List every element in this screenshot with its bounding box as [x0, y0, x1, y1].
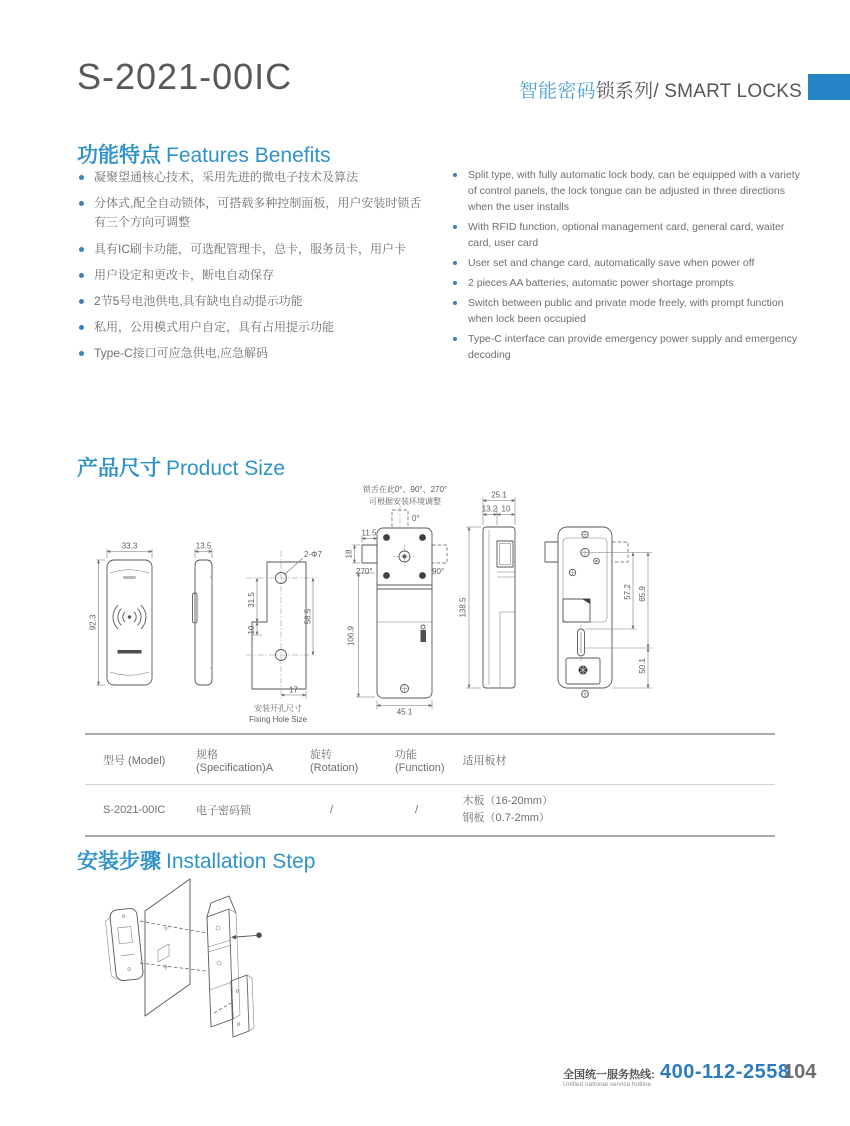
feature-item-en: Type-C interface can provide emergency power supply and emergency decoding [451, 332, 803, 364]
cell-function: / [377, 785, 445, 837]
bolt-annotation-line1: 锁舌在此0°、90°、270° [362, 485, 448, 494]
cell-spec: 电子密码锁 [178, 785, 292, 837]
lock-latch [563, 599, 590, 622]
hotline-label-en: Unified national service hotline [563, 1081, 652, 1088]
col-material: 适用板材 [445, 734, 775, 785]
alignment-line-top [140, 921, 206, 933]
dim-reader-depth: 13.5 [195, 541, 212, 551]
lock-side-view [459, 491, 516, 689]
installation-heading-en: Installation Step [166, 850, 316, 873]
features-heading-en: Features Benefits [166, 144, 331, 167]
dim-lock-height: 106.9 [346, 625, 356, 647]
col-rotation: 旋转 (Rotation) [292, 734, 377, 785]
feature-item-cn: Type-C接口可应急供电,应急解码 [77, 344, 425, 363]
spec-table [85, 733, 775, 837]
features-list-cn [77, 168, 425, 371]
bolt-annotation-line2: 可根据安装环境调整 [369, 497, 441, 506]
lock-keyhole [421, 630, 427, 642]
alignment-line-bottom [140, 963, 206, 971]
feature-item-en: User set and change card, automatically save when power off [451, 256, 803, 272]
feature-item-en: Switch between public and private mode freely, with prompt function when lock been occupied [451, 296, 803, 328]
dim-hole-bottom-width: 17 [289, 685, 298, 695]
dim-tab-width: 11.5 [361, 528, 377, 538]
lock-back-view [545, 527, 652, 697]
dim-lock-depth-a: 13.2 [481, 504, 498, 514]
dim-back-b: 65.9 [638, 586, 647, 602]
spec-table-header-row [85, 734, 775, 785]
fixing-hole-caption-cn: 安装开孔尺寸 [254, 704, 302, 713]
series-title-highlight: 智能密码 [518, 81, 596, 102]
page-title-model: S-2021-00IC [77, 56, 293, 97]
feature-item-cn: 2节5号电池供电,具有缺电自动提示功能 [77, 292, 425, 311]
reader-side-view [193, 542, 213, 686]
installation-heading-cn: 安装步骤 [77, 850, 161, 873]
reader-panel-exploded [104, 908, 143, 982]
col-function: 功能 (Function) [377, 734, 445, 785]
battery-cover-exploded [214, 975, 254, 1037]
dim-tab-height: 18 [344, 549, 354, 559]
dim-hole-span: 58.5 [303, 608, 313, 625]
features-heading-cn: 功能特点 [77, 144, 161, 167]
rfid-signal-icon [113, 605, 146, 628]
reader-front-view [89, 542, 153, 686]
feature-item-cn: 私用，公用模式用户自定，具有占用提示功能 [77, 318, 425, 337]
cell-model: S-2021-00IC [85, 785, 178, 837]
col-model: 型号 (Model) [85, 734, 178, 785]
product-size-heading-cn: 产品尺寸 [77, 457, 161, 480]
installation-diagram [85, 872, 385, 1060]
product-size-drawings [70, 478, 690, 728]
material-line-1: 木板（16-20mm） [462, 795, 553, 807]
dim-lock-depth: 25.1 [491, 490, 507, 500]
dim-hole-diameter: 2-Φ7 [304, 550, 322, 559]
logo-mark [123, 576, 136, 579]
fixing-hole-caption-en: Fixing Hole Size [249, 715, 307, 724]
feature-item-cn: 具有IC刷卡功能，可选配管理卡，总卡，服务员卡，用户卡 [77, 240, 425, 259]
dim-angle-top: 0° [412, 514, 420, 523]
feature-item-en: With RFID function, optional management card, general card, waiter card, user card [451, 220, 803, 252]
features-list-en [451, 168, 803, 367]
cell-rotation: / [292, 785, 377, 837]
dim-lock-depth-b: 10 [501, 504, 511, 514]
series-accent-box [808, 74, 850, 100]
door-panel [145, 879, 190, 1016]
features-heading [77, 139, 331, 169]
dim-lock-width: 45.1 [396, 707, 413, 717]
fixing-hole-drawing [246, 550, 322, 724]
dim-lock-total-height: 138.5 [458, 597, 468, 618]
dim-angle-left: 270° [356, 567, 373, 576]
hotline-label-cn: 全国统一服务热线: [563, 1069, 655, 1081]
cell-material [445, 785, 775, 837]
reader-slot [118, 650, 142, 654]
lock-body-exploded [207, 896, 240, 1027]
feature-item-cn: 分体式,配全自动锁体，可搭载多种控制面板，用户安装时锁舌有三个方向可调整 [77, 194, 425, 232]
dim-hole-step: 10 [247, 625, 256, 635]
lock-front-view [345, 506, 448, 717]
spec-table-row [85, 785, 775, 837]
feature-item-cn: 凝聚望通核心技术，采用先进的微电子技术及算法 [77, 168, 425, 187]
feature-item-en: Split type, with fully automatic lock body, can be equipped with a variety of control panels, the lock tongue can be adjusted in three directions when the user installs [451, 168, 803, 216]
dim-hole-offset: 31.5 [247, 592, 256, 608]
dim-back-c: 50.1 [638, 658, 647, 674]
installation-heading [77, 845, 315, 875]
dim-angle-right: 90° [432, 567, 445, 576]
hotline-number: 400-112-2558 [660, 1061, 790, 1083]
material-line-2: 钢板（0.7-2mm） [462, 811, 550, 824]
series-title-rest: 锁系列/ SMART LOCKS [595, 81, 802, 102]
dim-reader-width: 33.3 [121, 541, 138, 551]
dim-back-a: 57.2 [623, 584, 632, 600]
dim-reader-height: 92.3 [88, 614, 98, 631]
feature-item-en: 2 pieces AA batteries, automatic power shortage prompts [451, 276, 803, 292]
mounting-screw [231, 932, 262, 939]
feature-item-cn: 用户设定和更改卡，断电自动保存 [77, 266, 425, 285]
col-specification: 规格 (Specification)A [178, 734, 292, 785]
product-size-heading-en: Product Size [166, 457, 286, 480]
series-title [0, 76, 802, 103]
page-number: 104 [783, 1061, 817, 1083]
